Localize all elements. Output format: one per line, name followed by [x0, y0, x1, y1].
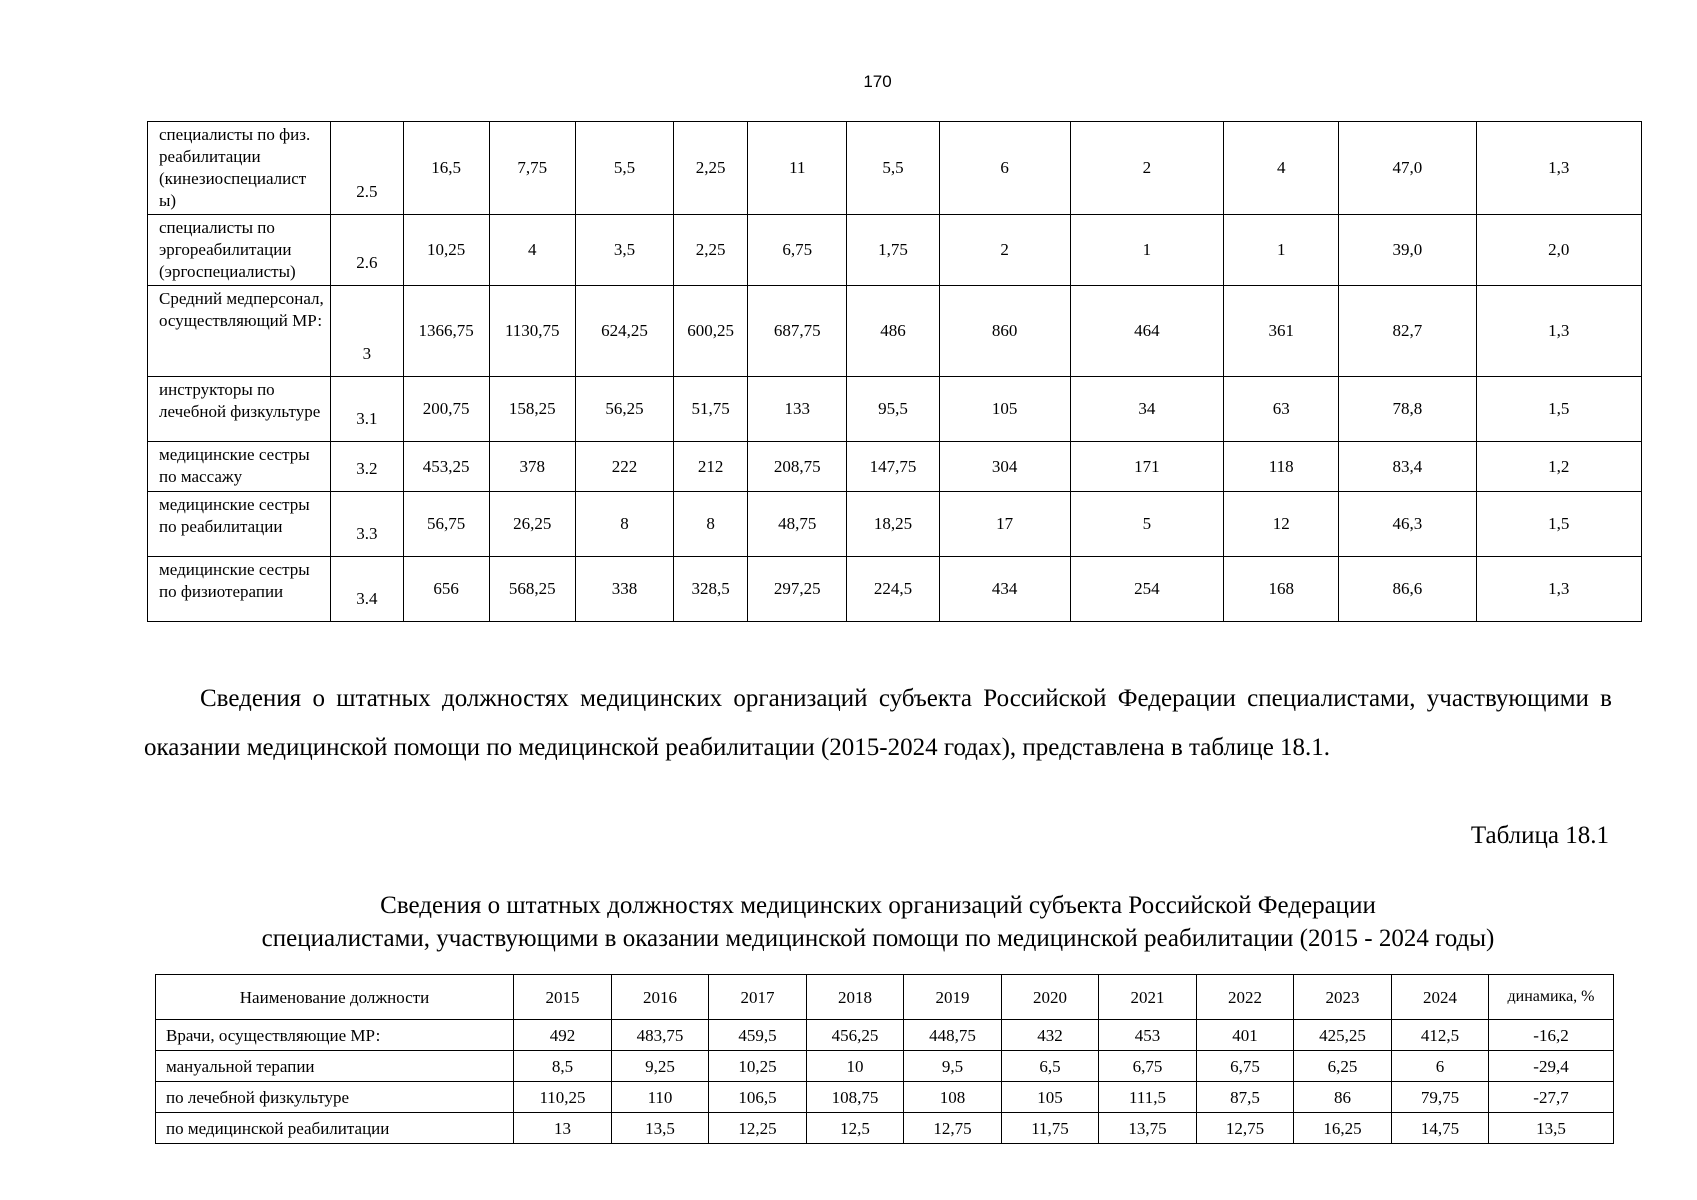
- column-header: 2019: [904, 975, 1002, 1020]
- value-cell: 328,5: [674, 557, 748, 622]
- value-cell: 83,4: [1339, 442, 1476, 492]
- position-name-cell: медицинские сестры по физиотерапии: [148, 557, 331, 622]
- value-cell: -16,2: [1489, 1020, 1614, 1051]
- table-row: [148, 122, 1642, 215]
- value-cell: 7,75: [489, 122, 575, 215]
- value-cell: 46,3: [1339, 492, 1476, 557]
- position-name-cell: специалисты по физ. реабилитации (кинезиоспециалист ы): [148, 122, 331, 215]
- value-cell: 6: [1392, 1051, 1489, 1082]
- value-cell: 568,25: [489, 557, 575, 622]
- value-cell: 86: [1294, 1082, 1392, 1113]
- value-cell: 16,5: [403, 122, 489, 215]
- position-name-cell: медицинские сестры по реабилитации: [148, 492, 331, 557]
- value-cell: 5: [1070, 492, 1223, 557]
- position-name-cell: по лечебной физкультуре: [156, 1082, 514, 1113]
- value-cell: 10,25: [403, 215, 489, 286]
- value-cell: 200,75: [403, 377, 489, 442]
- value-cell: 12: [1224, 492, 1339, 557]
- value-cell: 483,75: [612, 1020, 709, 1051]
- value-cell: 361: [1224, 286, 1339, 377]
- value-cell: 56,25: [575, 377, 673, 442]
- staffing-table-18-1: [155, 974, 1614, 1144]
- value-cell: 6,5: [1002, 1051, 1099, 1082]
- value-cell: 26,25: [489, 492, 575, 557]
- value-cell: 10,25: [709, 1051, 807, 1082]
- table-row: [148, 377, 1642, 442]
- value-cell: 434: [939, 557, 1070, 622]
- column-header: 2018: [807, 975, 904, 1020]
- value-cell: 108: [904, 1082, 1002, 1113]
- value-cell: 4: [1224, 122, 1339, 215]
- value-cell: 108,75: [807, 1082, 904, 1113]
- value-cell: 48,75: [748, 492, 847, 557]
- value-cell: 63: [1224, 377, 1339, 442]
- value-cell: 5,5: [847, 122, 939, 215]
- value-cell: 11,75: [1002, 1113, 1099, 1144]
- description-paragraph: Сведения о штатных должностях медицинских организаций субъекта Российской Федерации специалистами, участвующими в оказании медицинской помощи по медицинской реабилитации (2015-2024 годах), представлена в таблице 18.1.: [144, 685, 1612, 761]
- value-cell: 39,0: [1339, 215, 1476, 286]
- value-cell: 6,25: [1294, 1051, 1392, 1082]
- value-cell: 1,3: [1476, 286, 1641, 377]
- value-cell: 492: [514, 1020, 612, 1051]
- value-cell: 1,3: [1476, 557, 1641, 622]
- row-number-cell: 3.4: [331, 557, 403, 622]
- value-cell: 51,75: [674, 377, 748, 442]
- value-cell: 8: [575, 492, 673, 557]
- value-cell: 453,25: [403, 442, 489, 492]
- row-number-cell: 3.2: [331, 442, 403, 492]
- table-row: [148, 215, 1642, 286]
- value-cell: 133: [748, 377, 847, 442]
- value-cell: 18,25: [847, 492, 939, 557]
- value-cell: 17: [939, 492, 1070, 557]
- value-cell: 687,75: [748, 286, 847, 377]
- value-cell: 13: [514, 1113, 612, 1144]
- column-header: 2021: [1099, 975, 1197, 1020]
- value-cell: 12,25: [709, 1113, 807, 1144]
- column-header: Наименование должности: [156, 975, 514, 1020]
- value-cell: 448,75: [904, 1020, 1002, 1051]
- table-caption-line-2: специалистами, участвующими в оказании медицинской помощи по медицинской реабилитации (2015 - 2024 годы): [261, 925, 1495, 952]
- value-cell: 212: [674, 442, 748, 492]
- value-cell: 1,2: [1476, 442, 1641, 492]
- value-cell: 1130,75: [489, 286, 575, 377]
- table-caption-line-1: Сведения о штатных должностях медицинских организаций субъекта Российской Федерации: [380, 892, 1376, 919]
- table-caption: [144, 889, 1612, 955]
- value-cell: 338: [575, 557, 673, 622]
- value-cell: 8: [674, 492, 748, 557]
- value-cell: 304: [939, 442, 1070, 492]
- table-row: [148, 286, 1642, 377]
- value-cell: 453: [1099, 1020, 1197, 1051]
- row-number-cell: 2.5: [331, 122, 403, 215]
- value-cell: -27,7: [1489, 1082, 1614, 1113]
- value-cell: 1: [1070, 215, 1223, 286]
- value-cell: 147,75: [847, 442, 939, 492]
- value-cell: 111,5: [1099, 1082, 1197, 1113]
- row-number-cell: 3.3: [331, 492, 403, 557]
- value-cell: 106,5: [709, 1082, 807, 1113]
- value-cell: 1,5: [1476, 492, 1641, 557]
- table-row: [148, 557, 1642, 622]
- value-cell: 2: [1070, 122, 1223, 215]
- table-row: [156, 1020, 1614, 1051]
- table-row: [156, 1082, 1614, 1113]
- value-cell: 1,3: [1476, 122, 1641, 215]
- column-header: 2024: [1392, 975, 1489, 1020]
- value-cell: 9,25: [612, 1051, 709, 1082]
- value-cell: 224,5: [847, 557, 939, 622]
- value-cell: 2: [939, 215, 1070, 286]
- value-cell: 12,5: [807, 1113, 904, 1144]
- column-header: 2015: [514, 975, 612, 1020]
- table-label: Таблица 18.1: [1470, 822, 1609, 849]
- value-cell: 378: [489, 442, 575, 492]
- value-cell: 2,25: [674, 215, 748, 286]
- value-cell: 9,5: [904, 1051, 1002, 1082]
- value-cell: 860: [939, 286, 1070, 377]
- value-cell: 2,0: [1476, 215, 1641, 286]
- value-cell: 1,75: [847, 215, 939, 286]
- value-cell: 87,5: [1197, 1082, 1294, 1113]
- value-cell: 208,75: [748, 442, 847, 492]
- staffing-table-continued: [147, 121, 1642, 622]
- value-cell: 5,5: [575, 122, 673, 215]
- value-cell: 14,75: [1392, 1113, 1489, 1144]
- value-cell: 158,25: [489, 377, 575, 442]
- position-name-cell: Врачи, осуществляющие МР:: [156, 1020, 514, 1051]
- value-cell: 105: [939, 377, 1070, 442]
- value-cell: 6,75: [1197, 1051, 1294, 1082]
- value-cell: 2,25: [674, 122, 748, 215]
- value-cell: 6: [939, 122, 1070, 215]
- column-header: 2022: [1197, 975, 1294, 1020]
- value-cell: 486: [847, 286, 939, 377]
- position-name-cell: медицинские сестры по массажу: [148, 442, 331, 492]
- value-cell: 456,25: [807, 1020, 904, 1051]
- value-cell: 297,25: [748, 557, 847, 622]
- value-cell: 168: [1224, 557, 1339, 622]
- value-cell: 1366,75: [403, 286, 489, 377]
- value-cell: 110,25: [514, 1082, 612, 1113]
- page-number: 170: [863, 72, 892, 91]
- value-cell: 79,75: [1392, 1082, 1489, 1113]
- value-cell: 171: [1070, 442, 1223, 492]
- value-cell: 3,5: [575, 215, 673, 286]
- value-cell: 401: [1197, 1020, 1294, 1051]
- value-cell: 464: [1070, 286, 1223, 377]
- value-cell: 656: [403, 557, 489, 622]
- position-name-cell: мануальной терапии: [156, 1051, 514, 1082]
- table-row: [156, 1051, 1614, 1082]
- value-cell: 254: [1070, 557, 1223, 622]
- value-cell: 4: [489, 215, 575, 286]
- value-cell: 95,5: [847, 377, 939, 442]
- value-cell: 47,0: [1339, 122, 1476, 215]
- value-cell: 624,25: [575, 286, 673, 377]
- row-number-cell: 2.6: [331, 215, 403, 286]
- table-row: [156, 1113, 1614, 1144]
- value-cell: 459,5: [709, 1020, 807, 1051]
- column-header: 2016: [612, 975, 709, 1020]
- value-cell: 12,75: [904, 1113, 1002, 1144]
- position-name-cell: специалисты по эргореабилитации (эргоспециалисты): [148, 215, 331, 286]
- value-cell: 432: [1002, 1020, 1099, 1051]
- value-cell: 8,5: [514, 1051, 612, 1082]
- value-cell: 105: [1002, 1082, 1099, 1113]
- value-cell: 56,75: [403, 492, 489, 557]
- value-cell: 6,75: [1099, 1051, 1197, 1082]
- column-header: 2017: [709, 975, 807, 1020]
- value-cell: 34: [1070, 377, 1223, 442]
- column-header: 2023: [1294, 975, 1392, 1020]
- column-header: динамика, %: [1489, 975, 1614, 1020]
- value-cell: 13,5: [1489, 1113, 1614, 1144]
- value-cell: 118: [1224, 442, 1339, 492]
- value-cell: 86,6: [1339, 557, 1476, 622]
- column-header: 2020: [1002, 975, 1099, 1020]
- value-cell: 425,25: [1294, 1020, 1392, 1051]
- value-cell: 13,75: [1099, 1113, 1197, 1144]
- value-cell: 222: [575, 442, 673, 492]
- value-cell: 16,25: [1294, 1113, 1392, 1144]
- value-cell: 1,5: [1476, 377, 1641, 442]
- row-number-cell: 3.1: [331, 377, 403, 442]
- position-name-cell: Средний медперсонал, осуществляющий МР:: [148, 286, 331, 377]
- table-row: [148, 492, 1642, 557]
- value-cell: 11: [748, 122, 847, 215]
- position-name-cell: инструкторы по лечебной физкультуре: [148, 377, 331, 442]
- value-cell: 1: [1224, 215, 1339, 286]
- row-number-cell: 3: [331, 286, 403, 377]
- value-cell: 412,5: [1392, 1020, 1489, 1051]
- value-cell: 110: [612, 1082, 709, 1113]
- table-row: [148, 442, 1642, 492]
- value-cell: 13,5: [612, 1113, 709, 1144]
- value-cell: 82,7: [1339, 286, 1476, 377]
- position-name-cell: по медицинской реабилитации: [156, 1113, 514, 1144]
- value-cell: 78,8: [1339, 377, 1476, 442]
- value-cell: 10: [807, 1051, 904, 1082]
- value-cell: 600,25: [674, 286, 748, 377]
- value-cell: -29,4: [1489, 1051, 1614, 1082]
- value-cell: 12,75: [1197, 1113, 1294, 1144]
- value-cell: 6,75: [748, 215, 847, 286]
